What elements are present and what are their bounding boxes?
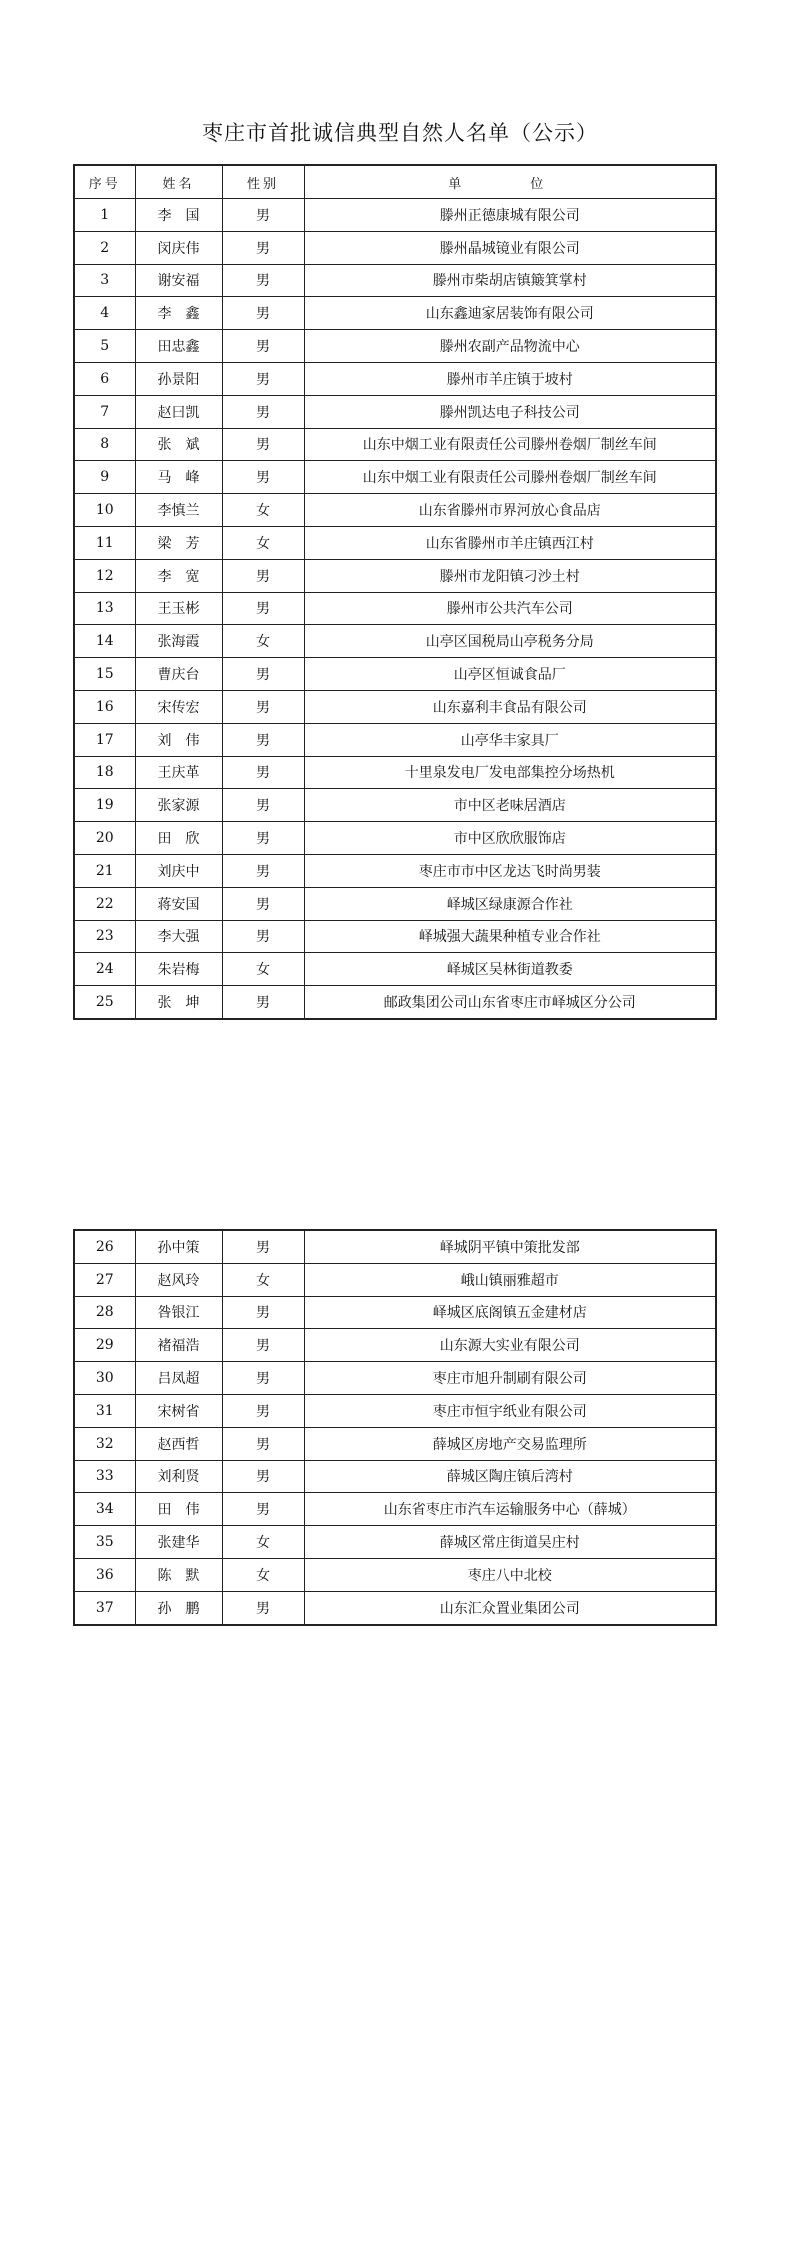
table-row xyxy=(74,920,716,953)
cell-unit: 峄城强大蔬果种植专业合作社 xyxy=(304,920,716,953)
cell-name: 曹庆台 xyxy=(135,658,222,691)
table-row xyxy=(74,1296,716,1329)
cell-sex: 男 xyxy=(222,461,304,494)
cell-no: 8 xyxy=(74,428,135,461)
cell-unit: 滕州市龙阳镇刁沙土村 xyxy=(304,559,716,592)
cell-unit: 市中区老味居酒店 xyxy=(304,789,716,822)
cell-sex: 男 xyxy=(222,330,304,363)
cell-sex: 女 xyxy=(222,494,304,527)
cell-unit: 峄城区吴林街道教委 xyxy=(304,953,716,986)
cell-name: 赵曰凯 xyxy=(135,395,222,428)
cell-name: 谢安福 xyxy=(135,264,222,297)
cell-name: 田 欣 xyxy=(135,822,222,855)
table-row xyxy=(74,1526,716,1559)
cell-name: 张建华 xyxy=(135,1526,222,1559)
table-row xyxy=(74,264,716,297)
cell-unit: 山亭区国税局山亭税务分局 xyxy=(304,625,716,658)
cell-unit: 枣庄市恒宇纸业有限公司 xyxy=(304,1394,716,1427)
table-row xyxy=(74,625,716,658)
table-row xyxy=(74,822,716,855)
table-row xyxy=(74,723,716,756)
cell-no: 26 xyxy=(74,1230,135,1263)
table-row xyxy=(74,526,716,559)
cell-sex: 男 xyxy=(222,395,304,428)
cell-name: 褚福浩 xyxy=(135,1329,222,1362)
table-row xyxy=(74,1493,716,1526)
cell-name: 闵庆伟 xyxy=(135,231,222,264)
cell-name: 刘利贤 xyxy=(135,1460,222,1493)
cell-no: 28 xyxy=(74,1296,135,1329)
cell-unit: 峄城区底阁镇五金建材店 xyxy=(304,1296,716,1329)
header-no: 序号 xyxy=(74,165,135,199)
table-row xyxy=(74,1362,716,1395)
cell-sex: 男 xyxy=(222,887,304,920)
cell-unit: 峨山镇丽雅超市 xyxy=(304,1263,716,1296)
cell-name: 朱岩梅 xyxy=(135,953,222,986)
cell-sex: 男 xyxy=(222,362,304,395)
cell-sex: 男 xyxy=(222,1296,304,1329)
cell-unit: 山东中烟工业有限责任公司滕州卷烟厂制丝车间 xyxy=(304,461,716,494)
cell-no: 34 xyxy=(74,1493,135,1526)
cell-name: 陈 默 xyxy=(135,1558,222,1591)
cell-name: 赵西哲 xyxy=(135,1427,222,1460)
table-row xyxy=(74,658,716,691)
cell-no: 37 xyxy=(74,1591,135,1624)
cell-no: 13 xyxy=(74,592,135,625)
cell-sex: 男 xyxy=(222,1427,304,1460)
cell-sex: 女 xyxy=(222,1263,304,1296)
cell-sex: 男 xyxy=(222,658,304,691)
cell-no: 7 xyxy=(74,395,135,428)
cell-unit: 滕州市公共汽车公司 xyxy=(304,592,716,625)
cell-unit: 山东省滕州市界河放心食品店 xyxy=(304,494,716,527)
cell-no: 22 xyxy=(74,887,135,920)
cell-no: 14 xyxy=(74,625,135,658)
cell-unit: 薛城区陶庄镇后湾村 xyxy=(304,1460,716,1493)
cell-sex: 男 xyxy=(222,854,304,887)
roster-body-part-2 xyxy=(74,1230,716,1625)
cell-name: 蒋安国 xyxy=(135,887,222,920)
cell-no: 11 xyxy=(74,526,135,559)
cell-unit: 山东嘉利丰食品有限公司 xyxy=(304,690,716,723)
cell-sex: 男 xyxy=(222,690,304,723)
cell-no: 2 xyxy=(74,231,135,264)
cell-name: 孙 鹏 xyxy=(135,1591,222,1624)
cell-no: 30 xyxy=(74,1362,135,1395)
roster-body-part-1 xyxy=(74,199,716,1019)
cell-no: 5 xyxy=(74,330,135,363)
cell-name: 刘 伟 xyxy=(135,723,222,756)
table-row xyxy=(74,1460,716,1493)
cell-sex: 男 xyxy=(222,1493,304,1526)
cell-sex: 男 xyxy=(222,986,304,1019)
cell-no: 9 xyxy=(74,461,135,494)
cell-sex: 女 xyxy=(222,1526,304,1559)
cell-unit: 滕州晶城镜业有限公司 xyxy=(304,231,716,264)
cell-no: 32 xyxy=(74,1427,135,1460)
cell-name: 张 坤 xyxy=(135,986,222,1019)
table-row xyxy=(74,199,716,232)
cell-unit: 薛城区房地产交易监理所 xyxy=(304,1427,716,1460)
cell-unit: 薛城区常庄街道吴庄村 xyxy=(304,1526,716,1559)
cell-unit: 滕州正德康城有限公司 xyxy=(304,199,716,232)
cell-unit: 山东省枣庄市汽车运输服务中心（薛城） xyxy=(304,1493,716,1526)
table-row xyxy=(74,854,716,887)
cell-no: 12 xyxy=(74,559,135,592)
cell-name: 李 国 xyxy=(135,199,222,232)
cell-unit: 邮政集团公司山东省枣庄市峄城区分公司 xyxy=(304,986,716,1019)
cell-name: 宋传宏 xyxy=(135,690,222,723)
cell-name: 梁 芳 xyxy=(135,526,222,559)
table-row xyxy=(74,1263,716,1296)
table-row xyxy=(74,887,716,920)
cell-name: 李 鑫 xyxy=(135,297,222,330)
cell-sex: 男 xyxy=(222,592,304,625)
table-row xyxy=(74,461,716,494)
table-row xyxy=(74,231,716,264)
cell-name: 田忠鑫 xyxy=(135,330,222,363)
cell-name: 田 伟 xyxy=(135,1493,222,1526)
cell-sex: 男 xyxy=(222,297,304,330)
cell-no: 27 xyxy=(74,1263,135,1296)
cell-name: 李大强 xyxy=(135,920,222,953)
cell-name: 张 斌 xyxy=(135,428,222,461)
cell-no: 25 xyxy=(74,986,135,1019)
table-row xyxy=(74,592,716,625)
roster-table-part-1 xyxy=(73,164,717,1020)
cell-unit: 山亭华丰家具厂 xyxy=(304,723,716,756)
cell-unit: 峄城阴平镇中策批发部 xyxy=(304,1230,716,1263)
cell-unit: 山东省滕州市羊庄镇西江村 xyxy=(304,526,716,559)
cell-sex: 女 xyxy=(222,526,304,559)
cell-unit: 滕州市柴胡店镇簸箕掌村 xyxy=(304,264,716,297)
cell-unit: 枣庄市旭升制刷有限公司 xyxy=(304,1362,716,1395)
header-name: 姓名 xyxy=(135,165,222,199)
header-unit: 单 位 xyxy=(304,165,716,199)
cell-unit: 枣庄八中北校 xyxy=(304,1558,716,1591)
table-row xyxy=(74,428,716,461)
cell-name: 宋树省 xyxy=(135,1394,222,1427)
table-row xyxy=(74,1394,716,1427)
cell-unit: 山东鑫迪家居装饰有限公司 xyxy=(304,297,716,330)
cell-sex: 男 xyxy=(222,920,304,953)
cell-sex: 女 xyxy=(222,1558,304,1591)
cell-name: 孙中策 xyxy=(135,1230,222,1263)
cell-sex: 男 xyxy=(222,559,304,592)
cell-unit: 滕州农副产品物流中心 xyxy=(304,330,716,363)
table-row xyxy=(74,986,716,1019)
cell-name: 马 峰 xyxy=(135,461,222,494)
cell-no: 29 xyxy=(74,1329,135,1362)
header-sex: 性别 xyxy=(222,165,304,199)
cell-name: 孙景阳 xyxy=(135,362,222,395)
cell-no: 31 xyxy=(74,1394,135,1427)
cell-no: 6 xyxy=(74,362,135,395)
cell-no: 23 xyxy=(74,920,135,953)
cell-name: 张海霞 xyxy=(135,625,222,658)
cell-sex: 女 xyxy=(222,625,304,658)
cell-unit: 十里泉发电厂发电部集控分场热机 xyxy=(304,756,716,789)
cell-sex: 男 xyxy=(222,822,304,855)
cell-no: 19 xyxy=(74,789,135,822)
cell-sex: 男 xyxy=(222,428,304,461)
table-row xyxy=(74,953,716,986)
cell-unit: 山亭区恒诚食品厂 xyxy=(304,658,716,691)
cell-unit: 滕州市羊庄镇于坡村 xyxy=(304,362,716,395)
cell-sex: 男 xyxy=(222,1329,304,1362)
cell-no: 35 xyxy=(74,1526,135,1559)
cell-name: 吕凤超 xyxy=(135,1362,222,1395)
cell-name: 王庆革 xyxy=(135,756,222,789)
cell-no: 17 xyxy=(74,723,135,756)
cell-no: 36 xyxy=(74,1558,135,1591)
cell-sex: 男 xyxy=(222,1394,304,1427)
table-row xyxy=(74,690,716,723)
table-row xyxy=(74,756,716,789)
table-header-row xyxy=(74,165,716,199)
cell-sex: 男 xyxy=(222,1362,304,1395)
cell-name: 赵风玲 xyxy=(135,1263,222,1296)
cell-name: 李慎兰 xyxy=(135,494,222,527)
cell-name: 李 宽 xyxy=(135,559,222,592)
cell-sex: 男 xyxy=(222,264,304,297)
cell-unit: 山东中烟工业有限责任公司滕州卷烟厂制丝车间 xyxy=(304,428,716,461)
cell-unit: 市中区欣欣服饰店 xyxy=(304,822,716,855)
table-row xyxy=(74,1329,716,1362)
cell-name: 张家源 xyxy=(135,789,222,822)
cell-no: 3 xyxy=(74,264,135,297)
cell-no: 15 xyxy=(74,658,135,691)
cell-sex: 男 xyxy=(222,231,304,264)
table-row xyxy=(74,789,716,822)
cell-name: 咎银江 xyxy=(135,1296,222,1329)
table-row xyxy=(74,297,716,330)
table-row xyxy=(74,1427,716,1460)
cell-no: 1 xyxy=(74,199,135,232)
cell-sex: 男 xyxy=(222,1230,304,1263)
cell-unit: 滕州凯达电子科技公司 xyxy=(304,395,716,428)
table-row xyxy=(74,362,716,395)
cell-sex: 男 xyxy=(222,199,304,232)
cell-no: 24 xyxy=(74,953,135,986)
cell-name: 刘庆中 xyxy=(135,854,222,887)
table-row xyxy=(74,1591,716,1624)
cell-no: 33 xyxy=(74,1460,135,1493)
cell-no: 4 xyxy=(74,297,135,330)
cell-sex: 男 xyxy=(222,1460,304,1493)
table-row xyxy=(74,1558,716,1591)
cell-no: 10 xyxy=(74,494,135,527)
cell-no: 16 xyxy=(74,690,135,723)
cell-name: 王玉彬 xyxy=(135,592,222,625)
cell-no: 18 xyxy=(74,756,135,789)
cell-unit: 枣庄市市中区龙达飞时尚男装 xyxy=(304,854,716,887)
table-row xyxy=(74,1230,716,1263)
cell-sex: 男 xyxy=(222,756,304,789)
cell-sex: 男 xyxy=(222,723,304,756)
cell-sex: 男 xyxy=(222,1591,304,1624)
table-row xyxy=(74,559,716,592)
cell-sex: 男 xyxy=(222,789,304,822)
table-row xyxy=(74,395,716,428)
cell-unit: 山东源大实业有限公司 xyxy=(304,1329,716,1362)
cell-no: 20 xyxy=(74,822,135,855)
cell-unit: 峄城区绿康源合作社 xyxy=(304,887,716,920)
cell-sex: 女 xyxy=(222,953,304,986)
page-title: 枣庄市首批诚信典型自然人名单（公示） xyxy=(202,121,598,145)
table-row xyxy=(74,330,716,363)
roster-table-part-2 xyxy=(73,1229,717,1626)
cell-no: 21 xyxy=(74,854,135,887)
cell-unit: 山东汇众置业集团公司 xyxy=(304,1591,716,1624)
table-row xyxy=(74,494,716,527)
